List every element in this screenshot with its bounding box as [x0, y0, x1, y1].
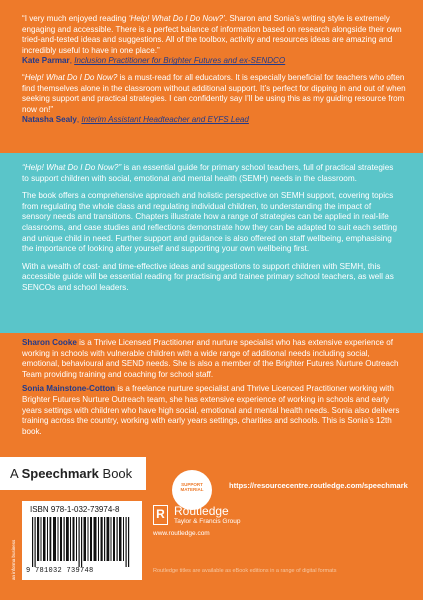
- author-bio-2: Sonia Mainstone-Cotton is a freelance nurture specialist and Thrive Licenced Practitioner working with Brighter Futures Nurture Outreach team, she has extensive experience of working in schools and early years settings with children who have high social, emotional and mental health needs. Sonia also delivers training across the country, working with early years settings, charities and schools. This is Sonia’s 12th book.: [22, 384, 400, 436]
- endorsement-attribution-1: Kate Parmar, Inclusion Practitioner for Brighter Futures and ex-SENDCO: [22, 56, 286, 66]
- publisher-block: [153, 503, 303, 543]
- ebook-note: Routledge titles are available as eBook editions in a range of digital formats: [153, 568, 337, 574]
- endorsement-quote-2: “Help! What Do I Do Now? is a must-read for all educators. It is especially beneficial for teachers who often find themselves alone in the classroom without additional support. It’s perfect for dipping in and out of when seeking support and practical strategies. I can confidently say I’ll be using this as my guiding resource from now on!”: [22, 72, 406, 114]
- book-description: [0, 153, 423, 333]
- publisher-url: www.routledge.com: [153, 530, 210, 537]
- publisher-group: Taylor & Francis Group: [174, 518, 241, 525]
- barcode-icon: [30, 517, 134, 567]
- support-material-seal-icon: SUPPORT MATERIAL: [172, 470, 212, 510]
- blurb-paragraph-1: “Help! What Do I Do Now?” is an essential guide for primary school teachers, full of practical strategies to support children with social, emotional and mental health (SEMH) needs in the classroom.: [22, 163, 394, 183]
- side-text: an informa business: [11, 539, 16, 580]
- speechmark-imprint-label: A Speechmark Book: [0, 457, 146, 490]
- blurb-paragraph-2: The book offers a comprehensive approach and holistic perspective on SEMH support, covering topics from regulating the whole class and regulating individual children, to understanding the impact of sensory needs and transitions. Chapters illustrate how a range of strategies can be applied in real-life classrooms, and case studies and reflections demonstrate how they can be adapted to suit each setting and unique child in need. Further support and guidance is also offered on staff wellbeing, emphasising the importance of looking after yourself and supporting your own wellbeing first.: [22, 191, 398, 254]
- author-bio-1: Sharon Cooke is a Thrive Licensed Practitioner and nurture specialist who has extensive experience of working in schools with vulnerable children with a wide range of additional needs including social, emotional, behavioural and SEND needs. She is also a member of the Brighter Futures Nurture Outreach Team providing training and coaching for school staff.: [22, 338, 399, 379]
- publisher-name: Routledge: [174, 504, 229, 518]
- routledge-logo-icon: R: [153, 505, 168, 525]
- isbn-label: ISBN 978-1-032-73974-8: [30, 505, 120, 514]
- author-bios: [22, 338, 406, 441]
- endorsement-quote-1: “I very much enjoyed reading ‘Help! What Do I Do Now?’. Sharon and Sonia’s writing style is extremely engaging and accessible. There is a perfect balance of information based on research alongside their own tried-and-tested ideas and suggestions. All of the toolbox, activity and resources ideas are amazing and incredibly useful to have in one place.”: [22, 14, 402, 55]
- endorsements: [22, 14, 406, 132]
- isbn-barcode: [22, 501, 142, 580]
- blurb-paragraph-3: With a wealth of cost- and time-effective ideas and suggestions to support children with SEMH, this accessible guide will be essential reading for practising and trainee primary school teachers, as well as SENCOs and school leaders.: [22, 261, 394, 292]
- resource-url: https://resourcecentre.routledge.com/speechmark: [229, 481, 408, 490]
- barcode-digits: 9 781032 739748: [26, 567, 94, 575]
- endorsement-attribution-2: Natasha Sealy, Interim Assistant Headteacher and EYFS Lead: [22, 115, 249, 125]
